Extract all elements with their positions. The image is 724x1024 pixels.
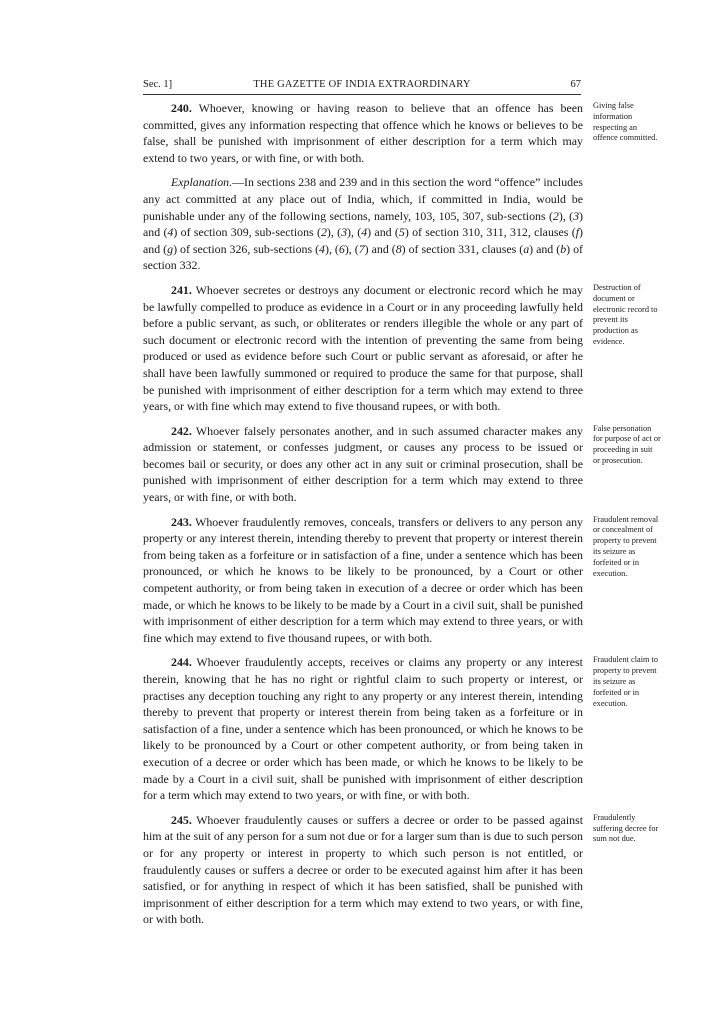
marginal-note: Destruction of document or electronic record to prevent its production as evidence. — [593, 282, 658, 346]
marginal-note: False personation for purpose of act or proceeding in suit or prosecution. — [593, 423, 661, 466]
page-number: 67 — [570, 79, 581, 90]
explanation-label: Explanation. — [171, 175, 233, 190]
section-243 — [143, 514, 659, 647]
section-242 — [143, 423, 661, 506]
section-text — [143, 654, 583, 803]
section-240 — [143, 100, 658, 166]
section-245 — [143, 812, 659, 928]
section-text — [143, 423, 583, 506]
section-241 — [143, 282, 658, 415]
marginal-note: Fraudulently suffering decree for sum not due. — [593, 812, 659, 844]
section-body: Whoever fraudulently removes, conceals, transfers or delivers to any person any property or any interest therein, intending thereby to prevent that property or interest therein from being taken as a forfeiture or in satisfaction of a fine, under a sentence which has been pronounced, or which he knows to be likely to be pronounced, by a Court or other competent authority, or from being taken in execution of a decree or order which has been made, or which he knows to be likely to be made by a Court in a civil suit, shall be punished with imprisonment of either description for a term which may extend to three years, or with fine which may extend to five thousand rupees, or with both. — [143, 514, 583, 645]
header-rule — [143, 94, 581, 95]
section-body: Whoever fraudulently accepts, receives or claims any property or any interest therein, knowing that he has no right or rightful claim to such property or interest, or practises any deception touching any right to any property or any interest therein, intending thereby to prevent that property or interest therein from being taken as a forfeiture or in satisfaction of a fine, under a sentence which has been pronounced, or which he knows to be likely to be pronounced by a Court or other competent authority, or from being taken in execution of a decree or order which has been made, or which he knows to be likely to be made by a Court in a civil suit, shall be punished with imprisonment of either description for a term which may extend to two years, or with fine, or with both. — [143, 655, 583, 803]
section-text — [143, 282, 583, 415]
section-body: Whoever secretes or destroys any document or electronic record which he may be lawfully compelled to produce as evidence in a Court or in any proceeding lawfully held before a public servant, as such, or obliterates or renders illegible the whole or any part of such document or electronic record with the intention of preventing the same from being produced or used as evidence before such Court or public servant as aforesaid, or after he shall have been lawfully summoned or required to produce the same for that purpose, shall be punished with imprisonment of either description for a term which may extend to three years, or with fine which may extend to five thousand rupees, or with both. — [143, 282, 583, 414]
section-number: 242. — [171, 423, 192, 438]
gazette-title: THE GAZETTE OF INDIA EXTRAORDINARY — [253, 79, 471, 90]
section-number: 243. — [171, 514, 192, 529]
marginal-note: Giving false information respecting an offence committed. — [593, 101, 658, 143]
section-text — [143, 514, 583, 647]
explanation-text: Explanation.—In sections 238 and 239 and in this section the word “offence” includes any act committed at any place out of India, which, if committed in India, would be punishable under any of the following sections, namely, 103, 105, 307, sub-sections (2), (3) and (4) of section 309, sub-sections (2), (3), (4) and (5) of section 310, 311, 312, clauses (f) and (g) of section 326, sub-sections (4), (6), (7) and (8) of section 331, clauses (a) and (b) of section 332. — [143, 175, 583, 273]
page-header — [143, 77, 581, 93]
section-244 — [143, 654, 658, 803]
section-body: Whoever, knowing or having reason to believe that an offence has been committed, gives any information respecting that offence which he knows or believes to be false, shall be punished with imprisonment of either description for a term which may extend to two years, or with fine, or with both. — [143, 101, 583, 165]
document-body — [143, 100, 661, 936]
marginal-note: Fraudulent claim to property to prevent its seizure as forfeited or in execution. — [593, 655, 658, 708]
section-number: 240. — [171, 101, 192, 115]
section-body: Whoever falsely personates another, and in such assumed character makes any admission or statement, or confesses judgment, or causes any process to be issued or becomes bail or security, or does any other act in any suit or criminal prosecution, shall be punished with imprisonment of either description for a term which may extend to three years, or with fine, or with both. — [143, 423, 583, 505]
marginal-note: Fraudulent removal or concealment of property to prevent its seizure as forfeited or in execution. — [593, 514, 659, 578]
section-reference: Sec. 1] — [143, 79, 173, 90]
section-number: 245. — [171, 812, 192, 827]
section-text — [143, 100, 583, 166]
section-body: Whoever fraudulently causes or suffers a decree or order to be passed against him at the suit of any person for a sum not due or for a larger sum than is due to such person or for any property or interest in property to which such person is not entitled, or fraudulently causes or suffers a decree or order to be executed against him after it has been satisfied, or for anything in respect of which it has been satisfied, shall be punished with imprisonment of either description for a term which may extend to two years, or with fine, or with both. — [143, 812, 584, 927]
explanation — [143, 174, 583, 274]
section-number: 244. — [171, 655, 192, 670]
section-text — [143, 812, 583, 928]
section-number: 241. — [171, 282, 192, 297]
